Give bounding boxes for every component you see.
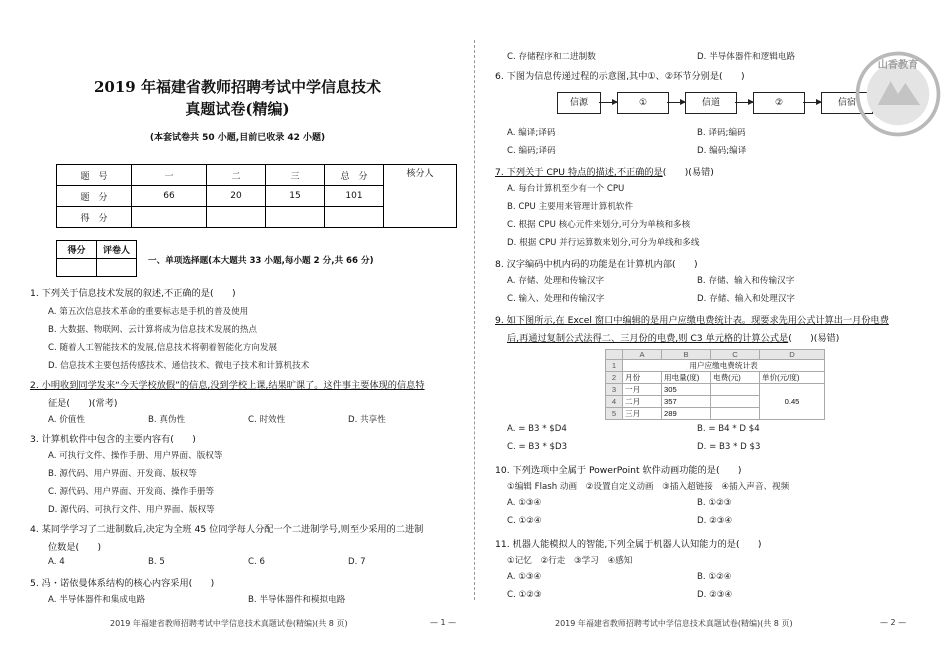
- excel-col-header: A: [623, 350, 662, 360]
- option[interactable]: C. = B3 * $D3: [507, 442, 568, 452]
- score-cell: 15: [266, 186, 325, 207]
- option[interactable]: A. 半导体器件和集成电路: [48, 595, 146, 605]
- flow-step-2: ②: [753, 92, 805, 114]
- option[interactable]: A. ①③④: [507, 572, 542, 582]
- grader-label-score: 得分: [57, 241, 97, 259]
- excel-row-header: 4: [606, 396, 623, 408]
- score-cell[interactable]: [207, 207, 266, 228]
- option[interactable]: C. 源代码、用户界面、开发商、操作手册等: [48, 487, 215, 497]
- score-cell: 一: [132, 165, 207, 186]
- option[interactable]: A. 第五次信息技术革命的重要标志是手机的普及使用: [48, 307, 249, 317]
- page-footer: 2019 年福建省教师招聘考试中学信息技术真题试卷(精编)(共 8 页): [555, 619, 793, 628]
- excel-row-header: 3: [606, 384, 623, 396]
- option[interactable]: B. 半导体器件和模拟电路: [248, 595, 346, 605]
- flow-step-1: ①: [617, 92, 669, 114]
- question-8: 8. 汉字编码中机内码的功能是在计算机内部( ): [495, 259, 698, 270]
- question-1: 1. 下列关于信息技术发展的叙述,不正确的是( ): [30, 288, 236, 299]
- option[interactable]: C. 存储程序和二进制数: [507, 52, 596, 62]
- flow-arrow: [803, 102, 821, 103]
- option[interactable]: C. 根据 CPU 核心元件来划分,可分为单核和多核: [507, 220, 691, 230]
- option[interactable]: A. 编译;译码: [507, 128, 556, 138]
- option[interactable]: A. 价值性: [48, 415, 85, 425]
- excel-cell[interactable]: [711, 384, 760, 396]
- flow-arrow: [735, 102, 753, 103]
- logo-text: 山香教育: [877, 60, 919, 72]
- question-7: [495, 164, 714, 178]
- question-2: 2. 小明收到同学发来“今天学校放假”的信息,没到学校上课,结果旷课了。这件事主要体现的信息特: [30, 380, 425, 391]
- score-cell: 101: [325, 186, 384, 207]
- exam-subtitle: (本套试卷共 50 小题,目前已收录 42 小题): [149, 133, 326, 143]
- excel-cell[interactable]: [711, 396, 760, 408]
- option[interactable]: B. ①②④: [697, 572, 732, 582]
- excel-cell[interactable]: [711, 408, 760, 420]
- excel-price-cell[interactable]: 0.45: [760, 384, 825, 420]
- excel-row-header: 2: [606, 372, 623, 384]
- excel-cell[interactable]: 289: [662, 408, 711, 420]
- question-4-cont: 位数是( ): [48, 542, 102, 553]
- score-cell: [384, 165, 457, 228]
- option[interactable]: B. 源代码、用户界面、开发商、版权等: [48, 469, 197, 479]
- excel-cell[interactable]: 三月: [623, 408, 662, 420]
- score-cell: 题 分: [57, 186, 132, 207]
- score-cell: 得 分: [57, 207, 132, 228]
- page-number: — 1 —: [430, 618, 457, 627]
- option[interactable]: D. 源代码、可执行文件、用户界面、版权等: [48, 505, 215, 515]
- publisher-logo-icon: [852, 48, 944, 140]
- option[interactable]: C. ①②③: [507, 590, 542, 600]
- excel-cell[interactable]: 二月: [623, 396, 662, 408]
- excel-col-header: D: [760, 350, 825, 360]
- option[interactable]: B. CPU 主要用来管理计算机软件: [507, 202, 634, 212]
- excel-title-cell[interactable]: 用户应缴电费统计表: [623, 360, 825, 372]
- option[interactable]: A. 4: [48, 557, 65, 567]
- score-cell: 66: [132, 186, 207, 207]
- question-9-tag: ( )(易错): [788, 333, 840, 344]
- excel-cell[interactable]: 357: [662, 396, 711, 408]
- question-4: 4. 某同学学习了二进制数后,决定为全班 45 位同学每人分配一个二进制学号,则至少采用的二进制: [30, 524, 424, 535]
- excel-row-header: 5: [606, 408, 623, 420]
- page-footer: 2019 年福建省教师招聘考试中学信息技术真题试卷(精编)(共 8 页): [110, 619, 348, 628]
- score-table: [56, 164, 457, 228]
- question-10: 10. 下列选项中全属于 PowerPoint 软件动画功能的是( ): [495, 465, 742, 476]
- option[interactable]: A. = B3 * $D4: [507, 424, 567, 434]
- score-cell: 三: [266, 165, 325, 186]
- option[interactable]: A. 每台计算机至少有一个 CPU: [507, 184, 625, 194]
- flow-destination: 信宿: [821, 92, 873, 114]
- score-cell: 20: [207, 186, 266, 207]
- page-right: [475, 0, 950, 650]
- option[interactable]: D. 信息技术主要包括传感技术、通信技术、微电子技术和计算机技术: [48, 361, 310, 371]
- excel-cell[interactable]: 电费(元): [711, 372, 760, 384]
- score-cell[interactable]: [266, 207, 325, 228]
- question-11-items: ①记忆 ②行走 ③学习 ④感知: [507, 556, 633, 566]
- flow-channel: 信道: [685, 92, 737, 114]
- option[interactable]: C. 编码;译码: [507, 146, 556, 156]
- section-heading: 一、单项选择题(本大题共 33 小题,每小题 2 分,共 66 分): [148, 256, 374, 266]
- flow-arrow: [667, 102, 685, 103]
- excel-cell[interactable]: 单价(元/度): [760, 372, 825, 384]
- option[interactable]: D. = B3 * D $3: [697, 442, 761, 452]
- question-9-text: 后,再通过复制公式法得二、三月份的电费,则 C3 单元格的计算公式是: [507, 333, 789, 344]
- question-5: 5. 冯・诺依曼体系结构的核心内容采用( ): [30, 578, 215, 589]
- exam-title-line1: 2019 年福建省教师招聘考试中学信息技术: [94, 78, 381, 96]
- excel-cell[interactable]: 用电量(度): [662, 372, 711, 384]
- option[interactable]: D. 半导体器件和逻辑电路: [697, 52, 796, 62]
- option[interactable]: C. ①②④: [507, 516, 542, 526]
- option[interactable]: D. ②③④: [697, 590, 733, 600]
- option[interactable]: D. 编码;编译: [697, 146, 747, 156]
- excel-col-header: C: [711, 350, 760, 360]
- excel-cell[interactable]: 月份: [623, 372, 662, 384]
- option[interactable]: B. 译码;编码: [697, 128, 746, 138]
- option[interactable]: D. 根据 CPU 并行运算数来划分,可分为单线和多线: [507, 238, 700, 248]
- score-cell[interactable]: [132, 207, 207, 228]
- grader-cell[interactable]: [57, 259, 97, 277]
- page-number: — 2 —: [880, 618, 907, 627]
- excel-cell[interactable]: 305: [662, 384, 711, 396]
- checker-label: 核分人: [406, 169, 434, 179]
- option[interactable]: B. ①②③: [697, 498, 732, 508]
- score-cell[interactable]: [325, 207, 384, 228]
- excel-table: [605, 349, 825, 420]
- exam-title-line2: 真题试卷(精编): [185, 100, 290, 118]
- option[interactable]: C. 输入、处理和传输汉字: [507, 294, 605, 304]
- excel-row-header: 1: [606, 360, 623, 372]
- option[interactable]: B. 5: [148, 557, 165, 567]
- question-7-text: 7. 下列关于 CPU 特点的描述,不正确的是: [495, 167, 663, 178]
- question-3: 3. 计算机软件中包含的主要内容有( ): [30, 434, 196, 445]
- option[interactable]: C. 6: [248, 557, 265, 567]
- option[interactable]: D. 7: [348, 557, 366, 567]
- option[interactable]: B. 真伪性: [148, 415, 186, 425]
- score-cell: 总 分: [325, 165, 384, 186]
- question-9: 9. 如下图所示,在 Excel 窗口中编辑的是用户应缴电费统计表。现要求先用公式计算出一月份电费: [495, 315, 889, 326]
- flow-arrow: [599, 102, 617, 103]
- option[interactable]: A. 可执行文件、操作手册、用户界面、版权等: [48, 451, 223, 461]
- flow-source: 信源: [557, 92, 601, 114]
- grader-label-reviewer: 评卷人: [97, 241, 137, 259]
- score-cell: 二: [207, 165, 266, 186]
- option[interactable]: A. 存储、处理和传输汉字: [507, 276, 605, 286]
- option[interactable]: B. = B4 * D $4: [697, 424, 760, 434]
- option[interactable]: D. 存储、输入和处理汉字: [697, 294, 796, 304]
- score-cell: 题 号: [57, 165, 132, 186]
- excel-cell[interactable]: 一月: [623, 384, 662, 396]
- option[interactable]: A. ①③④: [507, 498, 542, 508]
- excel-col-header: B: [662, 350, 711, 360]
- question-9-cont: [507, 330, 839, 344]
- option[interactable]: C. 随着人工智能技术的发展,信息技术将朝着智能化方向发展: [48, 343, 278, 353]
- question-2-cont: 征是( )(常考): [48, 398, 118, 409]
- option[interactable]: B. 存储、输入和传输汉字: [697, 276, 795, 286]
- option[interactable]: D. 共享性: [348, 415, 386, 425]
- question-11: 11. 机器人能模拟人的智能,下列全属于机器人认知能力的是( ): [495, 539, 762, 550]
- question-6: 6. 下图为信息传递过程的示意图,其中①、②环节分别是( ): [495, 71, 745, 82]
- grader-box: [56, 240, 137, 277]
- grader-cell[interactable]: [97, 259, 137, 277]
- option[interactable]: B. 大数据、物联网、云计算将成为信息技术发展的热点: [48, 325, 258, 335]
- question-10-items: ①编辑 Flash 动画 ②设置自定义动画 ③插入超链接 ④插入声音、视频: [507, 482, 790, 492]
- question-7-tag: ( )(易错): [662, 167, 714, 178]
- option[interactable]: C. 时效性: [248, 415, 286, 425]
- option[interactable]: D. ②③④: [697, 516, 733, 526]
